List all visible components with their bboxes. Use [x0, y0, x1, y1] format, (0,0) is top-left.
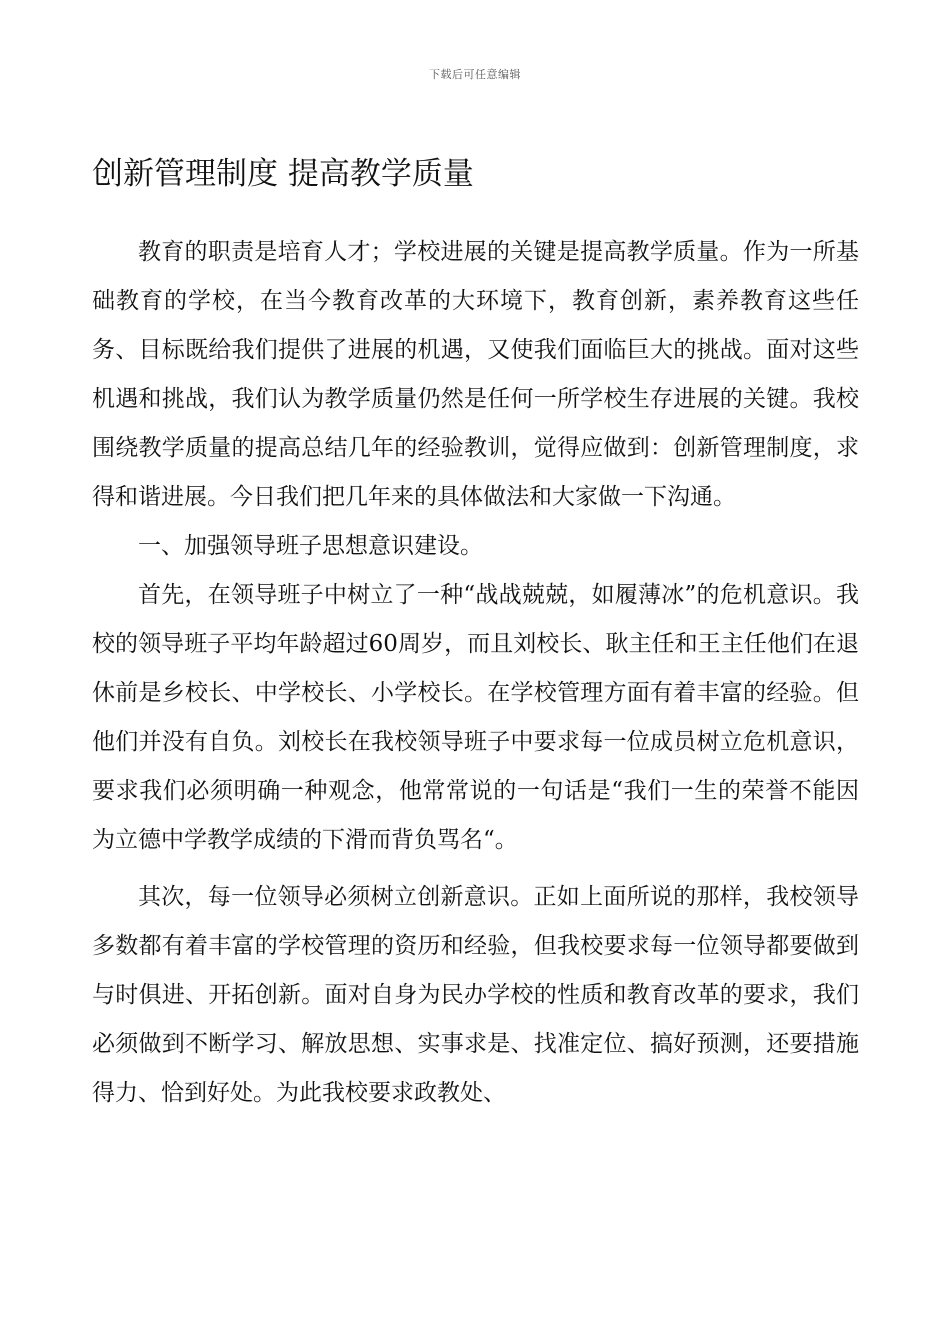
document-title: 创新管理制度 提高教学质量	[92, 156, 474, 192]
paragraph-first-point: 首先，在领导班子中树立了一种“战战兢兢，如履薄冰”的危机意识。我校的领导班子平均年龄超过60周岁，而且刘校长、耿主任和王主任他们在退休前是乡校长、中学校长、小学校长。在学校管理方面有着丰富的经验。但他们并没有自负。刘校长在我校领导班子中要求每一位成员树立危机意识，要求我们必须明确一种观念，他常常说的一句话是“我们一生的荣誉不能因为立德中学教学成绩的下滑而背负骂名“。	[92, 582, 859, 853]
section-heading-1: 一、加强领导班子思想意识建设。	[138, 533, 483, 559]
document-body	[92, 228, 859, 1118]
paragraph-second-point: 其次，每一位领导必须树立创新意识。正如上面所说的那样，我校领导多数都有着丰富的学校管理的资历和经验，但我校要求每一位领导都要做到与时俱进、开拓创新。面对自身为民办学校的性质和教育改革的要求，我们必须做到不断学习、解放思想、实事求是、找准定位、搞好预测，还要措施得力、恰到好处。为此我校要求政教处、	[92, 884, 859, 1106]
header-note: 下载后可任意编辑	[429, 68, 521, 81]
paragraph-intro: 教育的职责是培育人才；学校进展的关键是提高教学质量。作为一所基础教育的学校，在当今教育改革的大环境下，教育创新，素养教育这些任务、目标既给我们提供了进展的机遇，又使我们面临巨大的挑战。面对这些机遇和挑战，我们认为教学质量仍然是任何一所学校生存进展的关键。我校围绕教学质量的提高总结几年的经验教训，觉得应做到：创新管理制度，求得和谐进展。今日我们把几年来的具体做法和大家做一下沟通。	[92, 239, 859, 510]
